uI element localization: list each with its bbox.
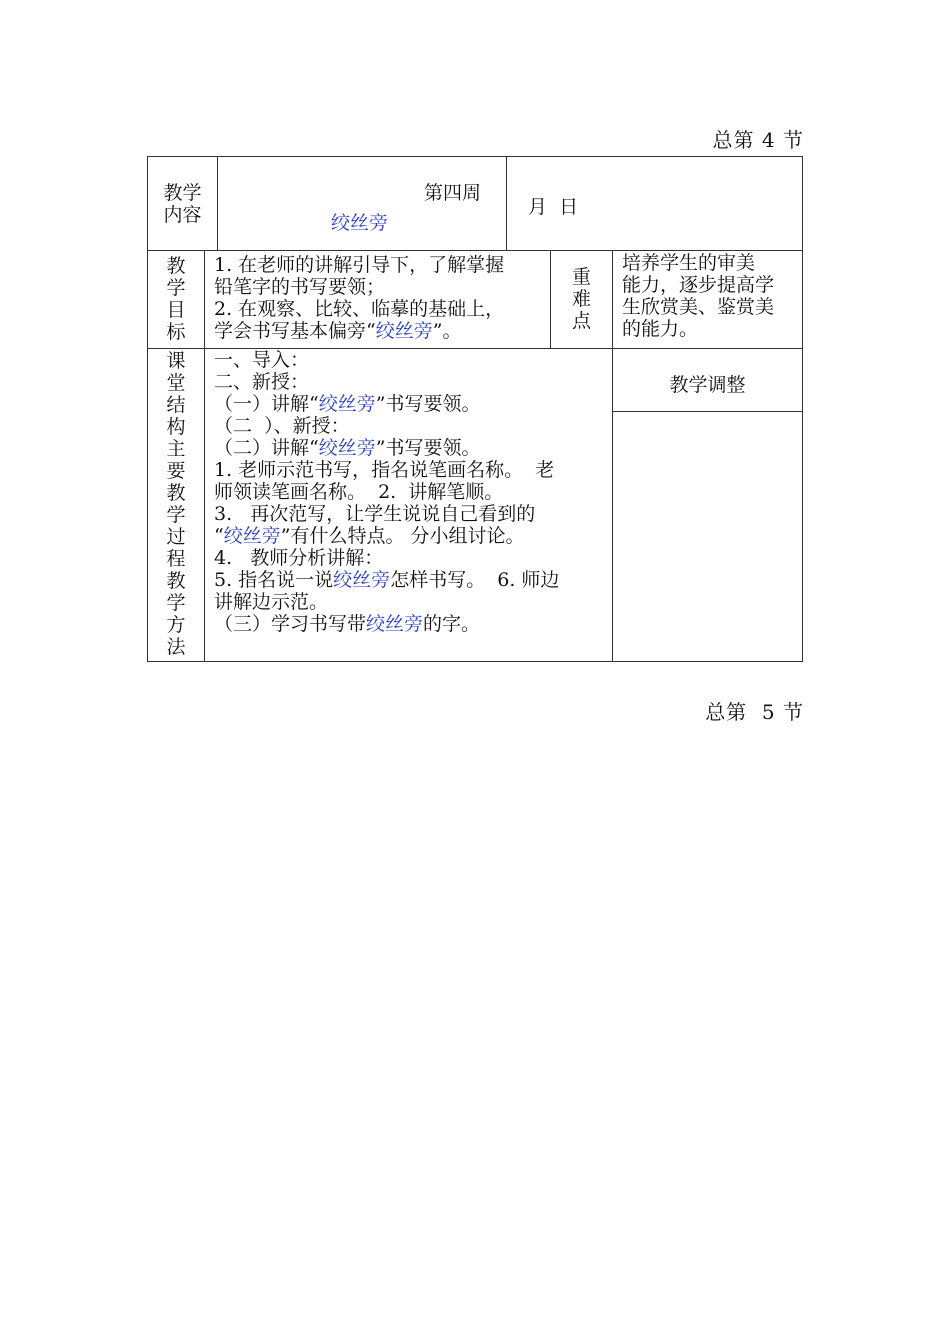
lesson-topic: 绞丝旁 [331, 212, 389, 234]
page-number-bottom: 总第 5 节 [705, 700, 804, 724]
teaching-adjustment-label: 教学调整 [669, 374, 746, 396]
teaching-content-label: 教学 内容 [163, 182, 202, 226]
teaching-goals: 1. 在老师的讲解引导下，了解掌握 铅笔字的书写要领； 2. 在观察、比较、临摹的基础上， 学会书写基本偏旁“绞丝旁”。 [214, 254, 505, 342]
date-field: 月 日 [528, 196, 579, 218]
teaching-adjustment-area [613, 412, 802, 661]
class-structure-label: 课 堂 结 构 主 要 教 学 过 程 教 学 方 法 [166, 350, 186, 658]
teaching-process: 一、导入： 二、新授： （一）讲解“绞丝旁”书写要领。 （二 ）、新授： （二）讲解“绞丝旁”书写要领。 1. 老师示范书写，指名说笔画名称。 老 师领读笔画名称。 2. 讲解笔顺。 3. 再次范写，让学生说说自己看到的 “绞丝旁”有什么特点。 分小组讨论。 4. 教师分析讲解： 5. 指名说一说绞丝旁怎样书写。 6. 师边 讲解边示范。 （三）学习书写带绞丝旁的字。 [214, 349, 560, 635]
week-label: 第四周 [424, 182, 482, 204]
page-number-top: 总第 4 节 [712, 128, 804, 152]
key-difficulty-text: 培养学生的审美 能力，逐步提高学 生欣赏美、鉴赏美 的能力。 [622, 252, 775, 340]
teaching-goals-label: 教 学 目 标 [166, 255, 186, 343]
key-difficulty-label: 重 难 点 [571, 266, 591, 332]
